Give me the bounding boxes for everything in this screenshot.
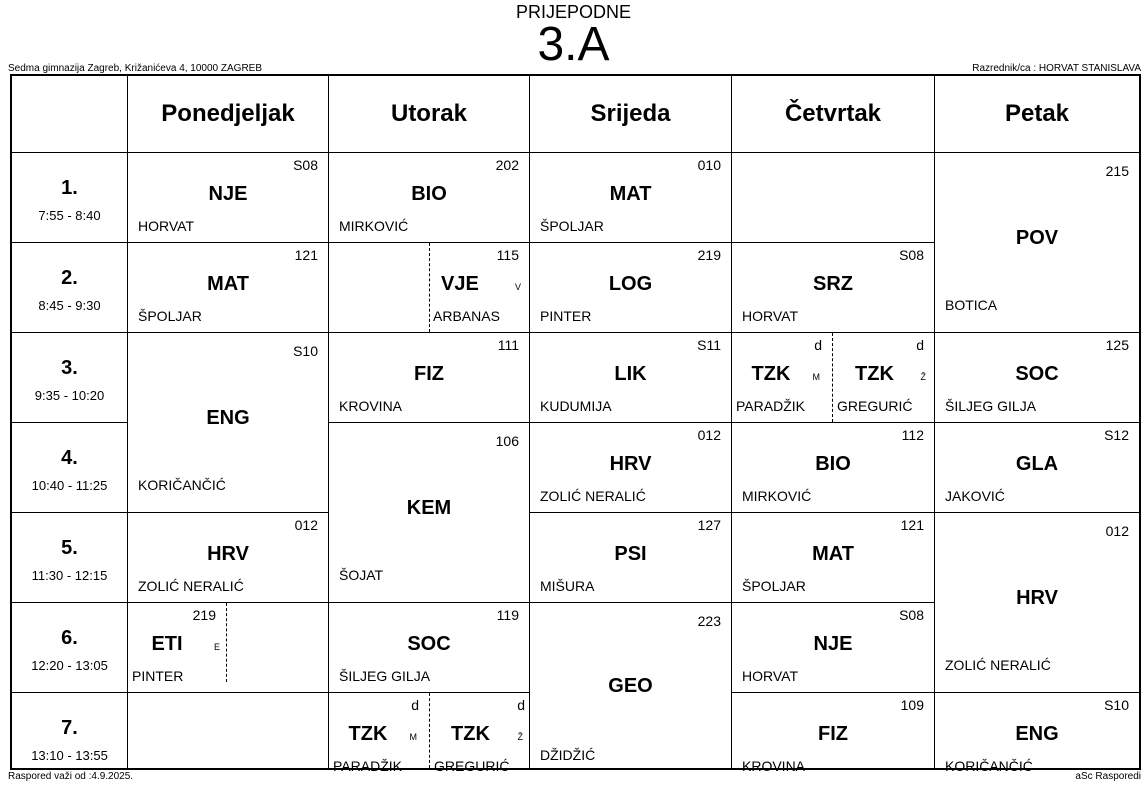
teacher-label: ZOLIĆ NERALIĆ	[138, 578, 244, 594]
group-mark: Ž	[517, 732, 523, 742]
teacher-label: DŽIDŽIĆ	[540, 747, 596, 763]
teacher-label: ŠPOLJAR	[540, 218, 604, 234]
subject-label: ETI	[151, 633, 183, 655]
teacher-label: KORIČANČIĆ	[138, 477, 226, 493]
room-label: 112	[901, 427, 924, 443]
subject-label: HRV	[1016, 587, 1058, 609]
teacher-label: KROVINA	[742, 758, 806, 774]
room-label: 115	[496, 247, 519, 263]
teacher-label: KUDUMIJA	[540, 398, 612, 414]
subject-label: GLA	[1015, 453, 1059, 475]
row-divider	[12, 692, 127, 693]
subject-label: VJE	[441, 273, 479, 295]
row-divider	[530, 512, 731, 513]
row-divider	[329, 602, 529, 603]
period-time: 7:55 - 8:40	[38, 208, 101, 223]
period-6	[12, 603, 127, 673]
day-header-thursday: Četvrtak	[784, 100, 882, 127]
lesson-cell[interactable]	[128, 603, 226, 692]
lesson-cell[interactable]	[429, 243, 529, 332]
lesson-cell[interactable]	[530, 153, 731, 242]
period-number: 3.	[61, 357, 78, 379]
group-divider	[429, 243, 430, 332]
period-time: 12:20 - 13:05	[31, 658, 108, 673]
row-divider	[530, 602, 731, 603]
room-label: 219	[697, 247, 721, 263]
row-divider	[530, 332, 731, 333]
room-label: 012	[1105, 523, 1129, 539]
teacher-label: BOTICA	[945, 297, 998, 313]
row-divider	[530, 242, 731, 243]
room-label: 111	[497, 337, 519, 353]
row-divider	[12, 242, 127, 243]
room-label: 012	[697, 427, 721, 443]
valid-from: Raspored važi od :4.9.2025.	[8, 771, 134, 782]
period-number: 2.	[61, 267, 78, 289]
lesson-cell[interactable]	[530, 423, 731, 512]
period-number: 4.	[61, 447, 78, 469]
lesson-cell[interactable]	[128, 333, 328, 512]
room-label: d	[814, 337, 822, 353]
lesson-cell[interactable]	[935, 153, 1139, 332]
lesson-cell[interactable]	[732, 243, 934, 332]
software-credit: aSc Rasporedi	[1075, 771, 1141, 782]
teacher-label: ZOLIĆ NERALIĆ	[945, 657, 1051, 673]
row-divider	[12, 602, 127, 603]
teacher-label: HORVAT	[742, 668, 799, 684]
room-label: 202	[495, 157, 519, 173]
group-divider	[226, 603, 227, 682]
row-divider	[732, 692, 934, 693]
subject-label: MAT	[207, 273, 249, 295]
teacher-label: ŠILJEG GILJA	[945, 398, 1037, 414]
period-number: 7.	[61, 717, 78, 739]
period-5	[12, 513, 127, 583]
row-divider	[12, 512, 127, 513]
row-divider	[935, 692, 1139, 693]
room-label: 121	[900, 517, 924, 533]
subject-label: MAT	[812, 543, 854, 565]
class-name: 3.A	[537, 18, 610, 71]
lesson-cell[interactable]	[329, 423, 529, 602]
room-label: d	[411, 697, 419, 713]
period-number: 5.	[61, 537, 78, 559]
lesson-cell[interactable]	[732, 603, 934, 692]
lesson-cell[interactable]	[935, 423, 1139, 512]
teacher-label: ŠPOLJAR	[138, 308, 202, 324]
period-time: 8:45 - 9:30	[38, 298, 101, 313]
subject-label: PSI	[614, 543, 647, 565]
period-3	[12, 333, 127, 403]
room-label: 223	[697, 613, 721, 629]
teacher-label: ARBANAS	[433, 308, 500, 324]
lesson-cell[interactable]	[530, 333, 731, 422]
group-mark: E	[213, 642, 220, 652]
row-divider	[732, 602, 934, 603]
lesson-cell[interactable]	[329, 603, 529, 692]
lesson-cell[interactable]	[833, 333, 934, 422]
row-divider	[732, 512, 934, 513]
lesson-cell[interactable]	[732, 513, 934, 602]
period-number: 6.	[61, 627, 78, 649]
day-header-tuesday: Utorak	[390, 100, 468, 127]
group-divider	[832, 333, 833, 422]
teacher-label: HORVAT	[742, 308, 799, 324]
group-mark: M	[812, 372, 820, 382]
lesson-cell[interactable]	[430, 693, 529, 774]
teacher-label: PARADŽIK	[333, 758, 402, 774]
row-divider	[12, 152, 1139, 153]
lesson-cell[interactable]	[128, 153, 328, 242]
teacher-label: KROVINA	[339, 398, 403, 414]
subject-label: LIK	[614, 363, 647, 385]
row-divider	[329, 332, 529, 333]
teacher-label: PARADŽIK	[736, 398, 805, 414]
row-divider	[530, 422, 731, 423]
subject-label: BIO	[411, 183, 447, 205]
subject-label: KEM	[406, 497, 452, 519]
timetable-shift: PRIJEPODNE	[515, 2, 632, 22]
room-label: d	[517, 697, 525, 713]
group-mark: M	[409, 732, 417, 742]
room-label: S12	[1104, 427, 1129, 443]
room-label: S11	[697, 337, 721, 353]
teacher-label: ŠPOLJAR	[742, 578, 806, 594]
teacher-label: JAKOVIĆ	[945, 488, 1005, 504]
row-divider	[935, 422, 1139, 423]
row-divider	[128, 602, 328, 603]
period-number: 1.	[61, 177, 78, 199]
lesson-cell[interactable]	[732, 423, 934, 512]
room-label: 215	[1105, 163, 1129, 179]
room-label: 127	[697, 517, 721, 533]
room-label: 012	[294, 517, 318, 533]
room-label: 106	[495, 433, 519, 449]
subject-label: TZK	[751, 363, 791, 385]
subject-label: BIO	[815, 453, 851, 475]
lesson-cell[interactable]	[935, 513, 1139, 692]
room-label: 010	[697, 157, 721, 173]
lesson-cell[interactable]	[530, 603, 731, 770]
room-label: S08	[293, 157, 318, 173]
lesson-cell[interactable]	[530, 243, 731, 332]
room-label: 219	[192, 607, 216, 623]
teacher-label: GREGURIĆ	[837, 398, 913, 414]
row-divider	[128, 332, 328, 333]
subject-label: SOC	[407, 633, 451, 655]
room-label: S10	[293, 343, 318, 359]
group-mark: V	[514, 282, 521, 292]
lesson-cell[interactable]	[935, 333, 1139, 422]
period-1	[12, 153, 127, 223]
period-time: 13:10 - 13:55	[31, 748, 108, 763]
teacher-label: MIRKOVIĆ	[339, 218, 409, 234]
group-mark: Ž	[920, 372, 926, 382]
teacher-label: GREGURIĆ	[434, 758, 510, 774]
room-label: 109	[900, 697, 924, 713]
room-label: d	[916, 337, 924, 353]
subject-label: SRZ	[813, 273, 853, 295]
teacher-label: MIŠURA	[540, 578, 595, 594]
lesson-cell[interactable]	[732, 693, 934, 774]
period-time: 10:40 - 11:25	[31, 478, 108, 493]
period-time: 9:35 - 10:20	[34, 388, 105, 403]
teacher-label: KORIČANČIĆ	[945, 758, 1033, 774]
room-label: S10	[1104, 697, 1129, 713]
row-divider	[329, 422, 529, 423]
room-label: 125	[1105, 337, 1129, 353]
day-header-friday: Petak	[1004, 100, 1070, 127]
lesson-cell[interactable]	[329, 153, 529, 242]
teacher-label: ŠILJEG GILJA	[339, 668, 431, 684]
subject-label: HRV	[609, 453, 652, 475]
subject-label: FIZ	[414, 363, 444, 385]
teacher-label: PINTER	[132, 668, 184, 684]
lesson-cell[interactable]	[128, 243, 328, 332]
room-label: S08	[899, 607, 924, 623]
teacher-label: ŠOJAT	[339, 567, 384, 583]
period-2	[12, 243, 127, 313]
subject-label: ENG	[206, 407, 250, 429]
lesson-cell[interactable]	[935, 693, 1139, 774]
room-label: 119	[496, 607, 519, 623]
subject-label: SOC	[1015, 363, 1059, 385]
group-divider	[429, 693, 430, 768]
row-divider	[732, 242, 934, 243]
row-divider	[935, 512, 1139, 513]
row-divider	[935, 332, 1139, 333]
lesson-cell[interactable]	[732, 333, 832, 422]
day-header-monday: Ponedjeljak	[161, 100, 295, 127]
day-header-wednesday: Srijeda	[590, 100, 671, 127]
lesson-cell[interactable]	[128, 513, 328, 602]
period-4	[12, 423, 127, 493]
row-divider	[128, 512, 328, 513]
column-divider	[127, 76, 128, 768]
row-divider	[128, 242, 328, 243]
homeroom-teacher: Razrednik/ca : HORVAT STANISLAVA	[972, 63, 1141, 74]
row-divider	[12, 332, 127, 333]
subject-label: GEO	[608, 675, 653, 697]
room-label: S08	[899, 247, 924, 263]
row-divider	[128, 692, 328, 693]
teacher-label: HORVAT	[138, 218, 195, 234]
subject-label: MAT	[609, 183, 652, 205]
school-address: Sedma gimnazija Zagreb, Križanićeva 4, 10000 ZAGREB	[8, 63, 263, 74]
subject-label: POV	[1015, 227, 1059, 249]
subject-label: TZK	[348, 723, 388, 745]
subject-label: NJE	[813, 633, 853, 655]
lesson-cell[interactable]	[530, 513, 731, 602]
row-divider	[732, 332, 934, 333]
subject-label: FIZ	[818, 723, 848, 745]
row-divider	[732, 422, 934, 423]
room-label: 121	[294, 247, 318, 263]
period-time: 11:30 - 12:15	[31, 568, 108, 583]
subject-label: NJE	[208, 183, 248, 205]
teacher-label: ZOLIĆ NERALIĆ	[540, 488, 646, 504]
timetable-grid	[10, 74, 1141, 774]
period-7	[12, 693, 127, 763]
lesson-cell[interactable]	[329, 333, 529, 422]
teacher-label: PINTER	[540, 308, 592, 324]
subject-label: HRV	[207, 543, 249, 565]
teacher-label: MIRKOVIĆ	[742, 488, 812, 504]
subject-label: TZK	[451, 723, 490, 745]
row-divider	[12, 422, 127, 423]
subject-label: TZK	[855, 363, 894, 385]
lesson-cell[interactable]	[329, 693, 429, 774]
subject-label: LOG	[608, 273, 653, 295]
subject-label: ENG	[1015, 723, 1059, 745]
